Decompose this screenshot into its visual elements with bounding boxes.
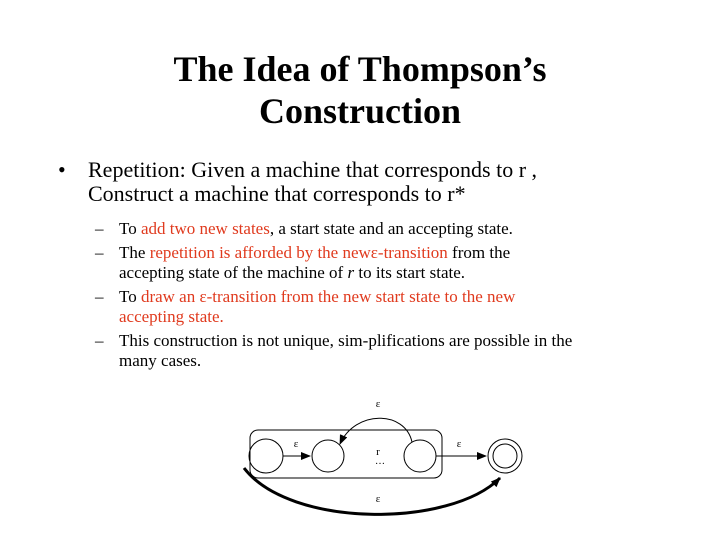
sub-bullet-draw-transition	[95, 287, 695, 327]
highlighted-text: repetition is afforded by the newε-transition	[149, 243, 448, 262]
sub-bullet-line: accepting state.	[119, 307, 224, 326]
highlighted-text: draw an ε-transition from the new start state to the new	[140, 287, 516, 306]
new-accepting-state-inner	[493, 444, 517, 468]
sub-bullet-list	[95, 219, 695, 375]
repetition-nfa-diagram	[0, 390, 720, 540]
main-bullet-line-1: Repetition: Given a machine that corresponds to r ,	[88, 157, 538, 182]
machine-r-dots: …	[375, 456, 385, 467]
label-enter: ε	[293, 438, 299, 450]
sub-bullet-line: many cases.	[119, 351, 202, 370]
sub-bullet-line	[119, 263, 695, 283]
r-accepting-state	[404, 440, 436, 472]
text: to its start state.	[354, 263, 466, 282]
dash-icon: –	[95, 219, 104, 238]
label-exit: ε	[456, 438, 462, 450]
bullet-icon: •	[58, 157, 66, 182]
text: from the	[447, 243, 511, 262]
label-top-loop: ε	[375, 398, 381, 410]
sub-bullet-not-unique	[95, 331, 695, 371]
sub-bullet-line	[119, 287, 695, 307]
text: , a start state and an accepting state.	[269, 219, 513, 238]
sub-bullet-line	[119, 219, 695, 239]
text: To	[119, 219, 141, 238]
dash-icon: –	[95, 243, 104, 262]
sub-bullet-add-states	[95, 219, 695, 239]
main-bullet-text	[88, 158, 678, 206]
text: To	[119, 287, 141, 306]
text: The	[119, 243, 150, 262]
label-bottom: ε	[375, 493, 381, 505]
new-start-state	[249, 439, 283, 473]
italic-text: r	[347, 263, 355, 282]
sub-bullet-line	[119, 243, 695, 263]
epsilon-loop-arrow	[340, 418, 412, 444]
sub-bullet-repetition	[95, 243, 695, 283]
text: accepting state of the machine of	[119, 263, 348, 282]
main-bullet-line-2: Construct a machine that corresponds to r*	[88, 181, 466, 206]
dash-icon: –	[95, 331, 104, 350]
r-start-state	[312, 440, 344, 472]
sub-bullet-line: This construction is not unique, sim-plifications are possible in the	[119, 331, 573, 350]
slide-title	[60, 48, 660, 132]
slide-title-line-2: Construction	[258, 91, 461, 131]
machine-r-label: r	[376, 446, 380, 458]
dash-icon: –	[95, 287, 104, 306]
highlighted-text: add two new states	[140, 219, 270, 238]
epsilon-bypass-arrow	[244, 468, 500, 514]
slide-title-line-1: The Idea of Thompson’s	[173, 49, 547, 89]
